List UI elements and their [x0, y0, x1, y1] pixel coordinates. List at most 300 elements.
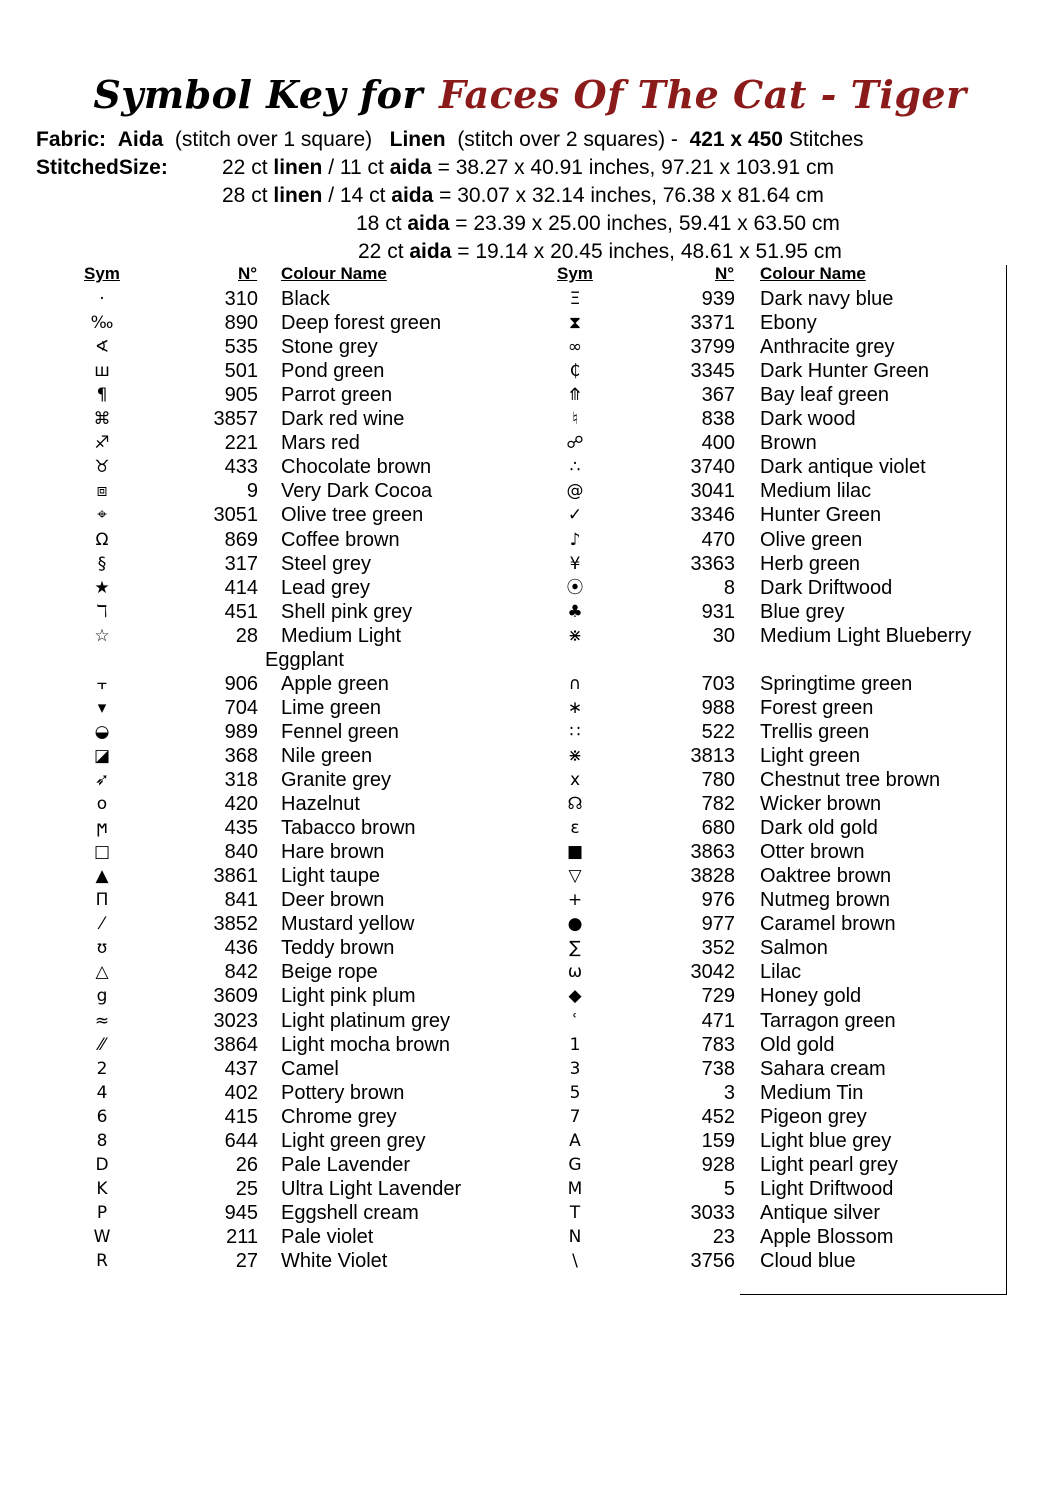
colour-name-cell: Dark red wine [281, 408, 405, 430]
symbol-cell: ∩ [568, 674, 582, 694]
colour-number-cell: 221 [224, 432, 258, 454]
colour-name-cell: Camel [281, 1058, 339, 1080]
table-row [0, 1009, 1060, 1033]
symbol-cell: ω [567, 962, 583, 982]
symbol-cell: ≈ [94, 1011, 110, 1031]
colour-number-cell: 3864 [213, 1034, 258, 1056]
symbol-cell: ‰ [90, 313, 114, 333]
colour-number-cell: 3041 [690, 480, 735, 502]
colour-name-cell: Nile green [281, 745, 373, 767]
colour-name-cell: Chestnut tree brown [760, 769, 941, 791]
right-num-header: N° [715, 264, 735, 283]
colour-number-cell: 414 [224, 577, 258, 599]
colour-number-cell: 3852 [213, 913, 258, 935]
table-row [0, 840, 1060, 864]
colour-name-cell: Ebony [760, 312, 817, 334]
colour-number-cell: 782 [701, 793, 735, 815]
colour-number-cell: 8 [723, 577, 735, 599]
symbol-cell: ⦿ [566, 578, 584, 598]
colour-name-cell: Light Driftwood [760, 1178, 894, 1200]
symbol-cell: ◒ [94, 722, 110, 742]
colour-name-cell: Trellis green [760, 721, 870, 743]
symbol-cell: ʿ [572, 1011, 578, 1031]
symbol-cell: Ω [95, 530, 109, 550]
colour-name-cell: Light platinum grey [281, 1010, 450, 1032]
symbol-cell: ∢ [94, 337, 110, 357]
symbol-cell: ⋇ [567, 746, 583, 766]
colour-number-cell: 3609 [213, 985, 258, 1007]
symbol-cell: 7 [569, 1107, 581, 1127]
colour-number-cell: 317 [224, 553, 258, 575]
colour-number-cell: 3756 [690, 1250, 735, 1272]
colour-name-cell: Light mocha brown [281, 1034, 450, 1056]
colour-name-cell: Light pink plum [281, 985, 416, 1007]
symbol-cell: ¶ [96, 385, 108, 405]
colour-name-cell: Medium lilac [760, 480, 872, 502]
colour-name-cell: Pale violet [281, 1226, 374, 1248]
table-row [0, 600, 1060, 624]
symbol-cell: 4 [96, 1083, 108, 1103]
symbol-cell: · [99, 289, 105, 309]
colour-number-cell: 211 [226, 1226, 258, 1248]
colour-name-cell: Dark navy blue [760, 288, 894, 310]
colour-number-cell: 23 [712, 1226, 735, 1248]
colour-name-cell: Otter brown [760, 841, 865, 863]
colour-name-cell: Lilac [760, 961, 802, 983]
colour-number-cell: 27 [235, 1250, 258, 1272]
symbol-cell: ш [94, 361, 110, 381]
colour-number-cell: 402 [224, 1082, 258, 1104]
symbol-cell: ⧗ [569, 313, 581, 333]
stitched-size-label: StitchedSize: [36, 156, 168, 179]
colour-name-cell: Dark Hunter Green [760, 360, 929, 382]
colour-number-cell: 738 [701, 1058, 735, 1080]
colour-name-cell: Cloud blue [760, 1250, 856, 1272]
symbol-cell: ★ [94, 578, 110, 598]
symbol-cell: o [96, 794, 108, 814]
colour-number-cell: 436 [224, 937, 258, 959]
colour-name-cell: Fennel green [281, 721, 399, 743]
colour-number-cell: 840 [224, 841, 258, 863]
colour-name-cell: Pond green [281, 360, 385, 382]
right-sym-header: Sym [557, 264, 593, 283]
stitched-size-line: 18 ct aida = 23.39 x 25.00 inches, 59.41 x 63.50 cm [356, 212, 840, 235]
colour-number-cell: 3 [723, 1082, 735, 1104]
colour-number-cell: 3346 [690, 504, 735, 526]
colour-name-cell: Stone grey [281, 336, 378, 358]
symbol-cell: ∷ [569, 722, 581, 742]
colour-name-cell: Tabacco brown [281, 817, 416, 839]
colour-number-cell: 838 [701, 408, 735, 430]
symbol-cell: ϻ [96, 818, 108, 838]
table-row [0, 431, 1060, 455]
symbol-cell: § [97, 554, 107, 574]
colour-name-cell: Light taupe [281, 865, 380, 887]
table-row [0, 479, 1060, 503]
symbol-cell: T [569, 1203, 581, 1223]
table-row [0, 1057, 1060, 1081]
symbol-cell: K [96, 1179, 108, 1199]
symbol-cell: N [568, 1227, 582, 1247]
right-name-header: Colour Name [760, 264, 866, 283]
symbol-cell: ε [570, 818, 580, 838]
colour-name-cell: Olive green [760, 529, 863, 551]
colour-number-cell: 3861 [213, 865, 258, 887]
symbol-cell: ◪ [93, 746, 111, 766]
left-name-header: Colour Name [281, 264, 387, 283]
colour-name-cell: Sahara cream [760, 1058, 886, 1080]
symbol-cell: ⋇ [567, 626, 583, 646]
symbol-cell: W [93, 1227, 111, 1247]
table-row [0, 528, 1060, 552]
table-row [0, 792, 1060, 816]
symbol-cell: P [96, 1203, 108, 1223]
table-row [0, 1033, 1060, 1057]
colour-number-cell: 869 [224, 529, 258, 551]
colour-number-cell: 3857 [213, 408, 258, 430]
symbol-cell: ₵ [569, 361, 581, 381]
colour-name-cell: Hunter Green [760, 504, 882, 526]
colour-number-cell: 9 [246, 480, 258, 502]
symbol-cell: ▲ [95, 866, 109, 886]
colour-number-cell: 906 [224, 673, 258, 695]
table-row [0, 864, 1060, 888]
symbol-cell: ✓ [567, 505, 583, 525]
stitches-count: 421 x 450 [689, 128, 783, 151]
colour-name-cell: Light green [760, 745, 861, 767]
symbol-cell: ʊ [96, 938, 108, 958]
symbol-cell: 5 [569, 1083, 581, 1103]
colour-name-cell: Herb green [760, 553, 861, 575]
symbol-cell: ⧈ [96, 481, 108, 501]
colour-name-cell: Pigeon grey [760, 1106, 867, 1128]
colour-number-cell: 3863 [690, 841, 735, 863]
colour-name-cell: Mars red [281, 432, 360, 454]
colour-number-cell: 905 [224, 384, 258, 406]
page-title [0, 72, 1060, 117]
symbol-cell: D [95, 1155, 109, 1175]
table-row [0, 503, 1060, 527]
colour-number-cell: 368 [224, 745, 258, 767]
symbol-cell: x [569, 770, 581, 790]
colour-name-cell: Granite grey [281, 769, 392, 791]
colour-number-cell: 928 [701, 1154, 735, 1176]
colour-name-cell: Light pearl grey [760, 1154, 898, 1176]
colour-name-cell: Teddy brown [281, 937, 395, 959]
colour-name-cell: Beige rope [281, 961, 378, 983]
fabric-linen-note: (stitch over 2 squares) - [457, 128, 678, 151]
colour-name-cell: Nutmeg brown [760, 889, 891, 911]
symbol-cell: ⁄ [100, 914, 104, 934]
colour-name-cell: Wicker brown [760, 793, 882, 815]
symbol-cell: ♪ [569, 530, 581, 550]
table-row [0, 888, 1060, 912]
stitched-size-line: 22 ct aida = 19.14 x 20.45 inches, 48.61 x 51.95 cm [358, 240, 842, 263]
symbol-cell: @ [566, 481, 584, 501]
colour-name-cell: Chrome grey [281, 1106, 397, 1128]
colour-name-cell: Dark old gold [760, 817, 878, 839]
table-row [0, 960, 1060, 984]
colour-name-cell: Bay leaf green [760, 384, 889, 406]
colour-name-cell: Medium Light Blueberry [760, 625, 972, 647]
table-row [0, 335, 1060, 359]
symbol-cell: ⌖ [97, 505, 107, 525]
colour-name-cell: Deep forest green [281, 312, 442, 334]
colour-name-cell: Hare brown [281, 841, 385, 863]
colour-name-cell: Apple green [281, 673, 389, 695]
table-row [0, 624, 1060, 648]
colour-number-cell: 30 [712, 625, 735, 647]
colour-name-cell: Light green grey [281, 1130, 426, 1152]
symbol-cell: 6 [96, 1107, 108, 1127]
colour-name-cell: Dark antique violet [760, 456, 926, 478]
colour-number-cell: 26 [235, 1154, 258, 1176]
table-row [0, 576, 1060, 600]
colour-name-cell: Oaktree brown [760, 865, 892, 887]
colour-number-cell: 783 [701, 1034, 735, 1056]
symbol-cell: 1 [569, 1035, 581, 1055]
colour-number-cell: 522 [701, 721, 735, 743]
left-num-header: N° [238, 264, 258, 283]
colour-number-cell: 535 [224, 336, 258, 358]
colour-name-cell: Medium Light [281, 625, 402, 647]
stitched-size-line: 22 ct linen / 11 ct aida = 38.27 x 40.91 inches, 97.21 x 103.91 cm [222, 156, 834, 179]
table-row [0, 672, 1060, 696]
colour-name-cell: Antique silver [760, 1202, 881, 1224]
colour-number-cell: 939 [701, 288, 735, 310]
colour-number-cell: 989 [224, 721, 258, 743]
colour-name-cell: Steel grey [281, 553, 372, 575]
colour-name-cell: Olive tree green [281, 504, 424, 526]
colour-number-cell: 3345 [690, 360, 735, 382]
colour-name-cell: Caramel brown [760, 913, 896, 935]
colour-number-cell: 890 [224, 312, 258, 334]
table-row [0, 1081, 1060, 1105]
colour-number-cell: 452 [701, 1106, 735, 1128]
colour-number-cell: 704 [224, 697, 258, 719]
symbol-cell: ⫟ [96, 674, 108, 694]
colour-number-cell: 310 [224, 288, 258, 310]
colour-name-cell: Hazelnut [281, 793, 360, 815]
symbol-cell: ♣ [567, 602, 583, 622]
symbol-cell: ☆ [94, 626, 110, 646]
colour-number-cell: 28 [235, 625, 258, 647]
colour-number-cell: 729 [701, 985, 735, 1007]
table-row [0, 407, 1060, 431]
colour-name-cell: Apple Blossom [760, 1226, 894, 1248]
stitches-word: Stitches [788, 128, 864, 151]
symbol-cell: ◆ [568, 986, 582, 1006]
symbol-cell: A [569, 1131, 581, 1151]
symbol-cell: \ [572, 1251, 578, 1271]
colour-number-cell: 945 [224, 1202, 258, 1224]
symbol-cell: ■ [566, 842, 584, 862]
colour-number-cell: 3813 [690, 745, 735, 767]
colour-name-cell: Pale Lavender [281, 1154, 410, 1176]
fabric-aida: Aida [117, 128, 164, 151]
table-row [0, 1225, 1060, 1249]
colour-name-cell: Anthracite grey [760, 336, 895, 358]
table-row [0, 696, 1060, 720]
colour-number-cell: 400 [701, 432, 735, 454]
table-row [0, 984, 1060, 1008]
fabric-linen: Linen [389, 128, 446, 151]
colour-number-cell: 703 [701, 673, 735, 695]
colour-name-cell: Pottery brown [281, 1082, 405, 1104]
colour-number-cell: 3033 [690, 1202, 735, 1224]
colour-number-cell: 25 [235, 1178, 258, 1200]
colour-number-cell: 470 [701, 529, 735, 551]
symbol-cell: 3 [569, 1059, 581, 1079]
symbol-cell: 2 [96, 1059, 108, 1079]
table-row [0, 1177, 1060, 1201]
table-row [0, 383, 1060, 407]
colour-number-cell: 501 [224, 360, 258, 382]
colour-name-cell: Dark Driftwood [760, 577, 893, 599]
symbol-cell: ⁄⁄ [99, 1035, 105, 1055]
colour-name-cell: Brown [760, 432, 817, 454]
colour-number-cell: 680 [701, 817, 735, 839]
symbol-cell: M [567, 1179, 583, 1199]
colour-number-cell: 471 [701, 1010, 735, 1032]
colour-name-cell: Salmon [760, 937, 828, 959]
colour-name-cell: Deer brown [281, 889, 385, 911]
table-row [0, 936, 1060, 960]
colour-name-cell: White Violet [281, 1250, 388, 1272]
colour-number-cell: 415 [224, 1106, 258, 1128]
colour-number-cell: 3042 [690, 961, 735, 983]
symbol-cell: ▾ [97, 698, 107, 718]
colour-name-cell: Black [281, 288, 330, 310]
colour-number-cell: 3828 [690, 865, 735, 887]
symbol-cell: ¥ [569, 554, 581, 574]
symbol-cell: ♮ [571, 409, 579, 429]
colour-name-cell: Parrot green [281, 384, 393, 406]
colour-number-cell: 3023 [213, 1010, 258, 1032]
colour-name-cell: Shell pink grey [281, 601, 413, 623]
colour-number-cell: 3740 [690, 456, 735, 478]
colour-name-cell: Chocolate brown [281, 456, 432, 478]
symbol-cell: ⤊ [567, 385, 583, 405]
symbol-cell: ● [567, 914, 583, 934]
table-row [0, 287, 1060, 311]
colour-number-cell: 780 [701, 769, 735, 791]
table-row [0, 1153, 1060, 1177]
left-sym-header: Sym [84, 264, 120, 283]
table-row [0, 1129, 1060, 1153]
colour-number-cell: 420 [224, 793, 258, 815]
colour-number-cell: 3051 [213, 504, 258, 526]
symbol-cell: R [96, 1251, 108, 1271]
table-row [0, 816, 1060, 840]
table-right-border [1006, 265, 1007, 1295]
symbol-cell: g [96, 986, 108, 1006]
colour-number-cell: 5 [723, 1178, 735, 1200]
continuation-text: Eggplant [265, 649, 344, 671]
colour-number-cell: 3363 [690, 553, 735, 575]
colour-name-cell: Coffee brown [281, 529, 400, 551]
colour-number-cell: 159 [701, 1130, 735, 1152]
colour-number-cell: 435 [224, 817, 258, 839]
symbol-cell: Π [95, 890, 109, 910]
colour-number-cell: 3799 [690, 336, 735, 358]
symbol-cell: 8 [96, 1131, 108, 1151]
colour-name-cell: Medium Tin [760, 1082, 864, 1104]
colour-number-cell: 3371 [690, 312, 735, 334]
colour-name-cell: Ultra Light Lavender [281, 1178, 462, 1200]
symbol-cell: ♐ [94, 433, 110, 453]
table-row [0, 1105, 1060, 1129]
colour-name-cell: Lime green [281, 697, 382, 719]
table-row [0, 311, 1060, 335]
table-row [0, 720, 1060, 744]
symbol-cell: ♉ [94, 457, 110, 477]
symbol-cell: ∴ [569, 457, 581, 477]
colour-number-cell: 988 [701, 697, 735, 719]
fabric-line [36, 126, 864, 154]
symbol-cell: △ [95, 962, 109, 982]
colour-name-cell: Honey gold [760, 985, 862, 1007]
symbol-cell: ∗ [567, 698, 583, 718]
symbol-cell: + [567, 890, 583, 910]
colour-name-cell: Old gold [760, 1034, 835, 1056]
symbol-cell: ∑ [569, 938, 581, 958]
fabric-aida-note: (stitch over 1 square) [174, 128, 373, 151]
table-row [0, 359, 1060, 383]
colour-number-cell: 931 [701, 601, 735, 623]
symbol-cell: ∞ [567, 337, 583, 357]
table-row [0, 912, 1060, 936]
colour-name-cell: Light blue grey [760, 1130, 892, 1152]
colour-name-cell: Dark wood [760, 408, 856, 430]
colour-number-cell: 841 [224, 889, 258, 911]
stitched-size-line: 28 ct linen / 14 ct aida = 30.07 x 32.14 inches, 76.38 x 81.64 cm [222, 184, 824, 207]
colour-number-cell: 367 [701, 384, 735, 406]
colour-number-cell: 318 [224, 769, 258, 791]
table-row [0, 768, 1060, 792]
colour-number-cell: 644 [224, 1130, 258, 1152]
colour-number-cell: 433 [224, 456, 258, 478]
colour-name-cell: Forest green [760, 697, 874, 719]
colour-name-cell: Eggshell cream [281, 1202, 419, 1224]
table-row [0, 1249, 1060, 1273]
colour-name-cell: Blue grey [760, 601, 845, 623]
table-row [0, 455, 1060, 479]
table-bottom-border [740, 1294, 1007, 1295]
table-row [0, 552, 1060, 576]
table-row [0, 1201, 1060, 1225]
colour-name-cell: Springtime green [760, 673, 913, 695]
colour-number-cell: 437 [224, 1058, 258, 1080]
symbol-cell: ⌘ [93, 409, 111, 429]
colour-number-cell: 842 [224, 961, 258, 983]
symbol-cell: □ [93, 842, 111, 862]
colour-name-cell: Mustard yellow [281, 913, 415, 935]
colour-name-cell: Very Dark Cocoa [281, 480, 433, 502]
symbol-cell: ☍ [566, 433, 584, 453]
symbol-cell: ➶ [94, 770, 110, 790]
symbol-cell: G [568, 1155, 582, 1175]
colour-number-cell: 451 [224, 601, 258, 623]
colour-name-cell: Tarragon green [760, 1010, 896, 1032]
colour-number-cell: 352 [701, 937, 735, 959]
title-prefix: Symbol Key for [93, 72, 424, 117]
symbol-cell: Ξ [569, 289, 581, 309]
table-row [0, 744, 1060, 768]
symbol-cell: ▽ [568, 866, 582, 886]
colour-name-cell: Lead grey [281, 577, 370, 599]
colour-number-cell: 977 [701, 913, 735, 935]
